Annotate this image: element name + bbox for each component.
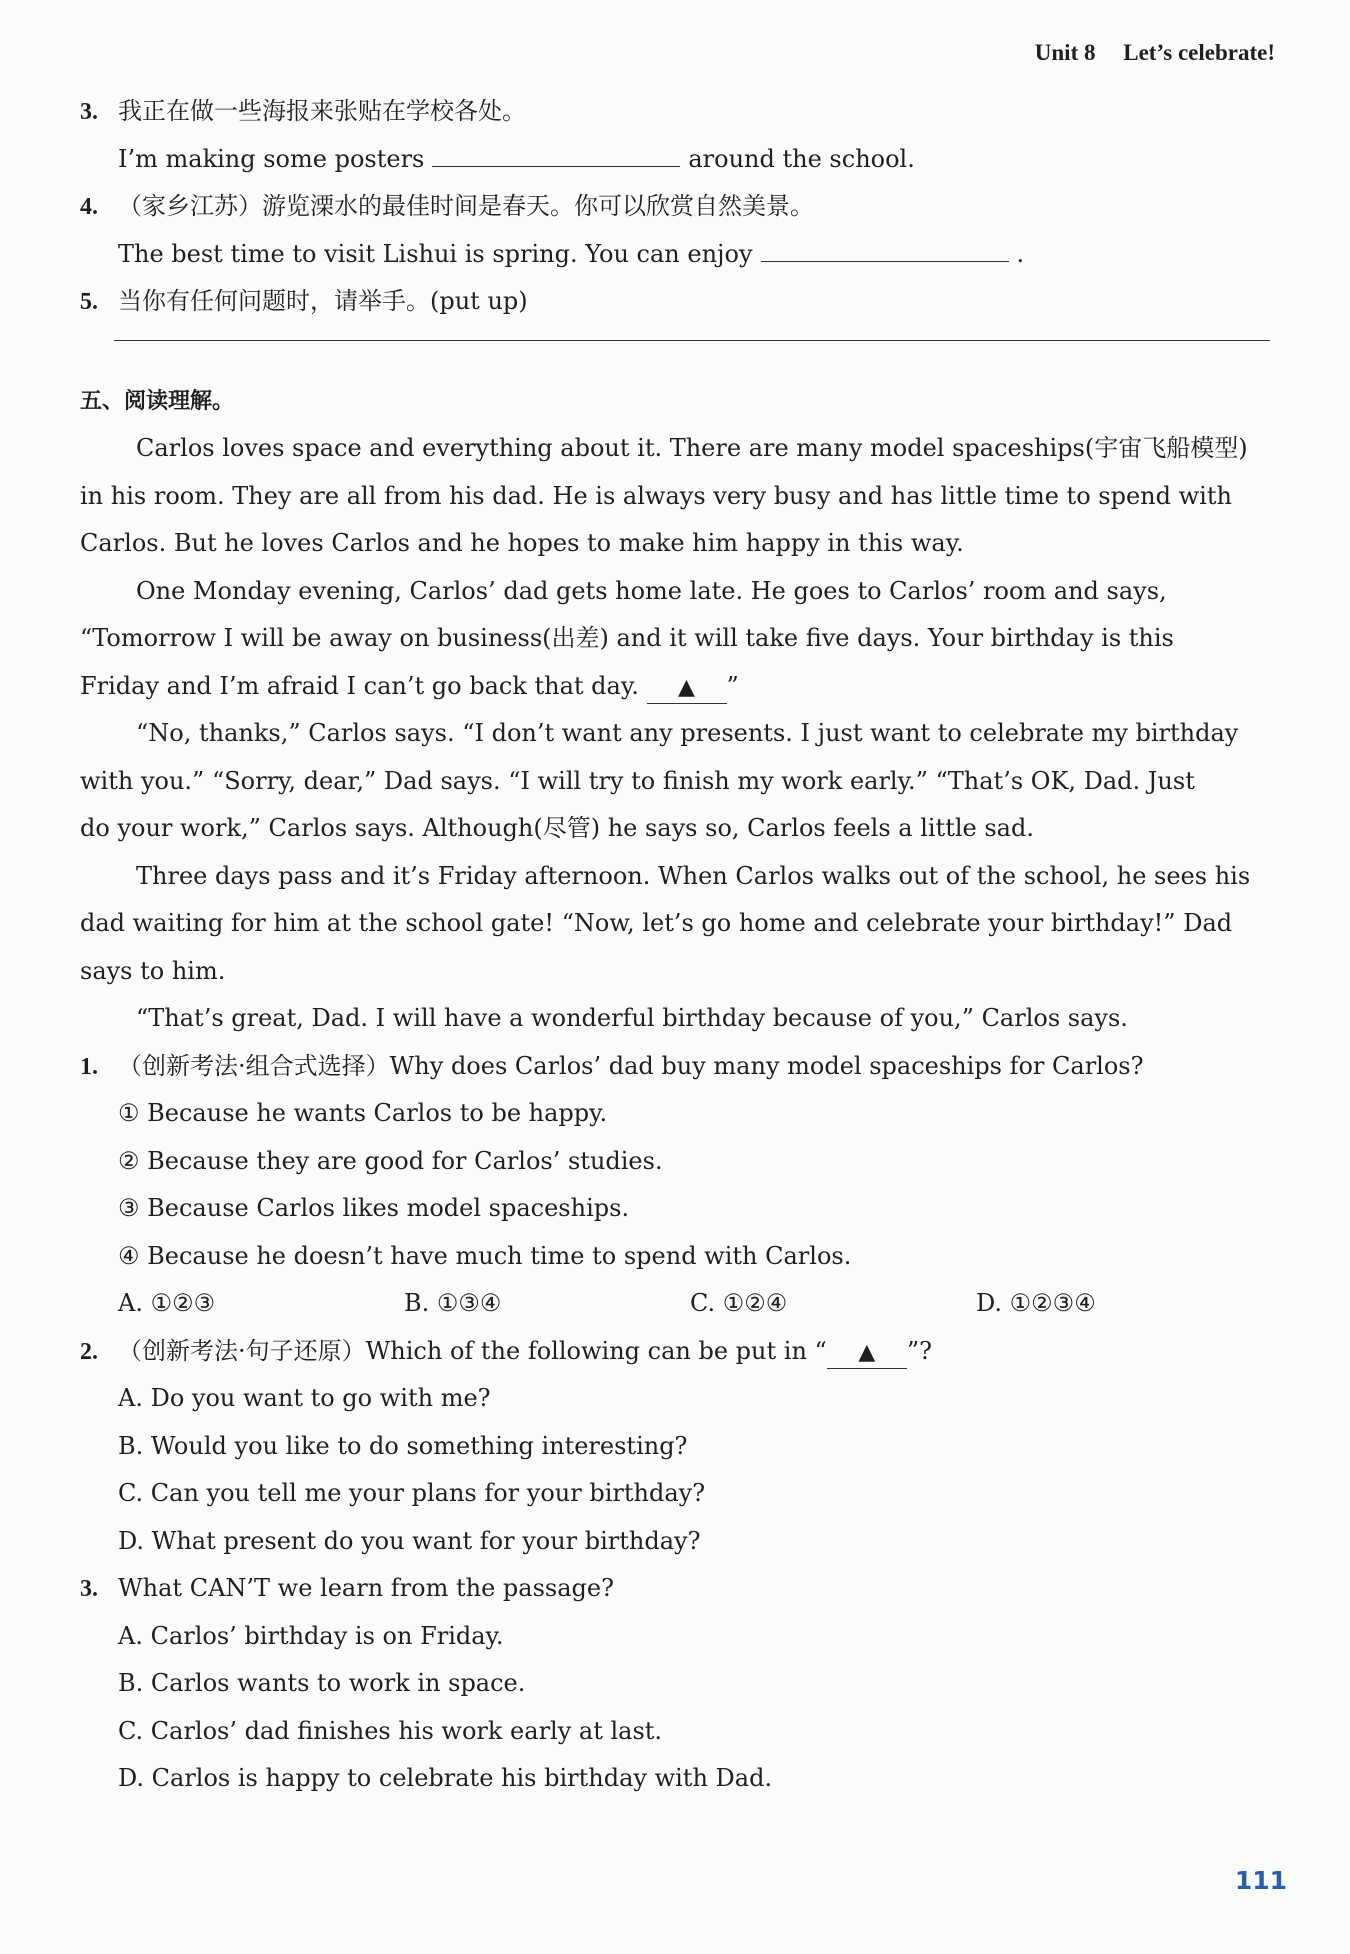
option-a[interactable]: A. Carlos’ birthday is on Friday. xyxy=(118,1621,504,1650)
answer-blank[interactable] xyxy=(432,144,680,167)
passage-line: do your work,” Carlos says. Although(尽管) he says so, Carlos feels a little sad. xyxy=(80,814,1034,842)
q1-options xyxy=(80,1280,1270,1328)
translation-q5-prompt: 5. 当你有任何问题时，请举手。(put up) xyxy=(80,287,528,315)
option-c[interactable]: C. Carlos’ dad finishes his work early at last. xyxy=(118,1716,663,1745)
option-b[interactable]: B. Would you like to do something interesting? xyxy=(118,1431,688,1460)
passage-line: “That’s great, Dad. I will have a wonderful birthday because of you,” Carlos says. xyxy=(136,1004,1128,1032)
answer-blank[interactable] xyxy=(761,239,1009,262)
reading-q1-stem: 1. （创新考法·组合式选择）Why does Carlos’ dad buy many model spaceships for Carlos? xyxy=(80,1051,1144,1080)
unit-title: Let’s celebrate! xyxy=(1123,40,1275,65)
triangle-gap: ▲ xyxy=(647,673,727,704)
unit-label: Unit 8 xyxy=(1034,40,1096,65)
option-c[interactable]: C. ①②④ xyxy=(690,1289,788,1317)
q1-item: ④ Because he doesn’t have much time to spend with Carlos. xyxy=(118,1241,852,1270)
translation-q4-sentence: The best time to visit Lishui is spring. You can enjoy . xyxy=(118,239,1025,268)
option-c[interactable]: C. Can you tell me your plans for your birthday? xyxy=(118,1479,706,1507)
q1-item: ① Because he wants Carlos to be happy. xyxy=(118,1099,608,1127)
option-b[interactable]: B. Carlos wants to work in space. xyxy=(118,1669,526,1697)
q1-item: ③ Because Carlos likes model spaceships. xyxy=(118,1194,630,1222)
answer-line[interactable] xyxy=(114,340,1270,341)
triangle-gap: ▲ xyxy=(827,1338,907,1369)
option-a[interactable]: A. Do you want to go with me? xyxy=(118,1384,491,1412)
reading-q2-stem: 2. （创新考法·句子还原）Which of the following can be put in “ ▲ ”? xyxy=(80,1328,1270,1376)
q1-item: ② Because they are good for Carlos’ studies. xyxy=(118,1146,663,1175)
reading-q3-stem: 3. What CAN’T we learn from the passage? xyxy=(80,1574,614,1602)
passage-line: Carlos loves space and everything about it. There are many model spaceships(宇宙飞船模型) xyxy=(136,434,1248,462)
option-d[interactable]: D. What present do you want for your birthday? xyxy=(118,1526,701,1555)
passage-line: Carlos. But he loves Carlos and he hopes to make him happy in this way. xyxy=(80,529,964,557)
section-title: 五、阅读理解。 xyxy=(80,388,235,414)
passage-line: says to him. xyxy=(80,956,226,985)
page-number: 111 xyxy=(1234,1866,1287,1895)
passage-line: Three days pass and it’s Friday afternoon. When Carlos walks out of the school, he sees his xyxy=(136,861,1251,890)
option-a[interactable]: A. ①②③ xyxy=(118,1289,216,1317)
option-b[interactable]: B. ①③④ xyxy=(404,1289,502,1317)
passage-line: “No, thanks,” Carlos says. “I don’t want any presents. I just want to celebrate my birthday xyxy=(136,719,1239,747)
passage-line: “Tomorrow I will be away on business(出差) and it will take five days. Your birthday is this xyxy=(80,624,1174,652)
translation-q4-prompt: 4. （家乡江苏）游览溧水的最佳时间是春天。你可以欣赏自然美景。 xyxy=(80,192,814,220)
passage-line: with you.” “Sorry, dear,” Dad says. “I will try to finish my work early.” “That’s OK, Dad. Just xyxy=(80,766,1195,795)
page-content xyxy=(80,88,1270,1803)
page-header xyxy=(1035,40,1275,66)
passage-line: dad waiting for him at the school gate! “Now, let’s go home and celebrate your birthday!” Dad xyxy=(80,909,1233,937)
passage-line: in his room. They are all from his dad. He is always very busy and has little time to spend with xyxy=(80,481,1232,510)
option-d[interactable]: D. Carlos is happy to celebrate his birthday with Dad. xyxy=(118,1764,773,1792)
translation-q3-sentence: I’m making some posters around the school. xyxy=(118,144,915,173)
option-d[interactable]: D. ①②③④ xyxy=(976,1289,1096,1317)
passage-line: One Monday evening, Carlos’ dad gets home late. He goes to Carlos’ room and says, xyxy=(136,576,1167,605)
translation-q3-prompt: 3. 我正在做一些海报来张贴在学校各处。 xyxy=(80,97,526,125)
passage-line-with-gap: Friday and I’m afraid I can’t go back that day. ▲ ” xyxy=(80,663,1270,711)
